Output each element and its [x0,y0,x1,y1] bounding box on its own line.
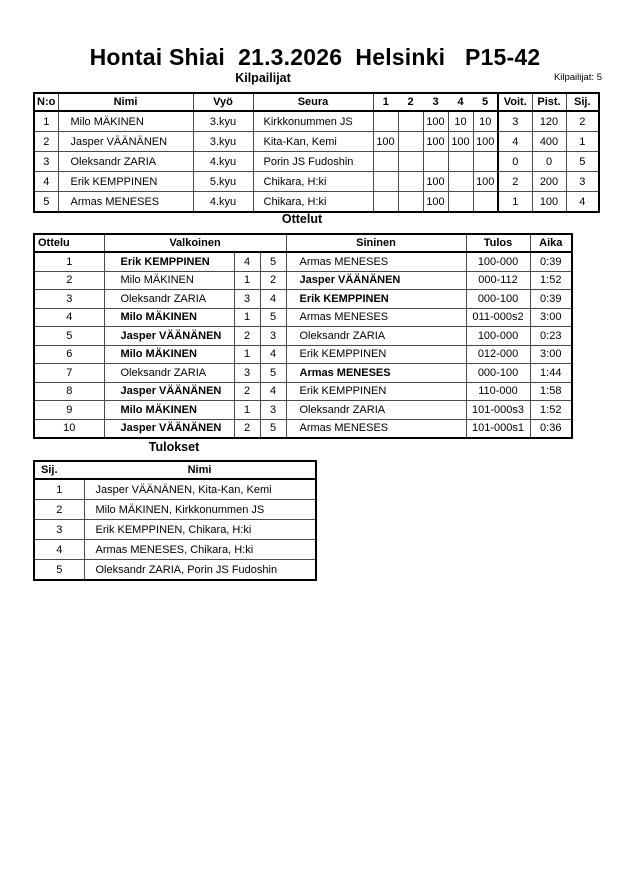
cell-white-name: Jasper VÄÄNÄNEN [104,327,234,346]
cell-blue-number: 3 [260,327,286,346]
col-header-2: 2 [398,93,423,111]
cell-blue-number: 5 [260,419,286,438]
cell-blue-name: Erik KEMPPINEN [286,290,466,309]
section-title-kilpailijat: Kilpailijat [235,71,291,85]
cell-white-number: 1 [234,401,260,420]
cell-seura: Chikara, H:ki [253,192,373,213]
cell-result-nimi: Armas MENESES, Chikara, H:ki [84,540,316,560]
cell-voit: 0 [498,152,532,172]
cell-blue-number: 4 [260,382,286,401]
cell-score-1 [373,172,398,192]
col-header-aika: Aika [530,234,572,252]
cell-nimi: Oleksandr ZARIA [58,152,193,172]
cell-score-1: 100 [373,132,398,152]
cell-blue-name: Oleksandr ZARIA [286,401,466,420]
cell-aika: 0:39 [530,252,572,271]
match-row [34,401,572,420]
cell-pist: 200 [532,172,566,192]
cell-score-4 [448,152,473,172]
col-header-5: 5 [473,93,498,111]
cell-blue-name: Erik KEMPPINEN [286,345,466,364]
cell-nimi: Erik KEMPPINEN [58,172,193,192]
cell-blue-name: Armas MENESES [286,308,466,327]
match-row [34,419,572,438]
cell-sij: 4 [566,192,599,213]
col-header-voit: Voit. [498,93,532,111]
cell-tulos: 100-000 [466,327,530,346]
cell-blue-number: 4 [260,345,286,364]
cell-sij: 2 [566,111,599,132]
cell-no: 5 [34,192,58,213]
cell-pist: 400 [532,132,566,152]
col-header-seura: Seura [253,93,373,111]
cell-result-nimi: Milo MÄKINEN, Kirkkonummen JS [84,500,316,520]
cell-vyo: 4.kyu [193,152,253,172]
cell-score-3: 100 [423,172,448,192]
cell-white-name: Jasper VÄÄNÄNEN [104,382,234,401]
cell-score-2 [398,172,423,192]
result-row [34,520,316,540]
cell-aika: 1:44 [530,364,572,383]
cell-blue-name: Oleksandr ZARIA [286,327,466,346]
cell-score-2 [398,111,423,132]
cell-sij: 5 [566,152,599,172]
cell-result-sij: 1 [34,479,84,500]
cell-tulos: 101-000s3 [466,401,530,420]
cell-seura: Porin JS Fudoshin [253,152,373,172]
cell-score-5: 100 [473,172,498,192]
cell-white-number: 1 [234,271,260,290]
cell-nimi: Jasper VÄÄNÄNEN [58,132,193,152]
cell-score-4: 100 [448,132,473,152]
cell-score-1 [373,111,398,132]
cell-blue-name: Erik KEMPPINEN [286,382,466,401]
cell-seura: Kita-Kan, Kemi [253,132,373,152]
cell-white-name: Milo MÄKINEN [104,345,234,364]
competitor-row [34,132,599,152]
cell-score-2 [398,152,423,172]
match-row [34,271,572,290]
col-header-ottelu: Ottelu [34,234,104,252]
cell-white-name: Milo MÄKINEN [104,308,234,327]
cell-tulos: 000-112 [466,271,530,290]
cell-aika: 3:00 [530,308,572,327]
cell-score-5: 100 [473,132,498,152]
cell-score-2 [398,192,423,213]
cell-aika: 0:39 [530,290,572,309]
cell-pist: 100 [532,192,566,213]
cell-aika: 1:58 [530,382,572,401]
cell-white-number: 1 [234,308,260,327]
col-header-1: 1 [373,93,398,111]
section-title-ottelut: Ottelut [281,212,323,226]
cell-match-no: 5 [34,327,104,346]
cell-score-2 [398,132,423,152]
cell-white-name: Oleksandr ZARIA [104,290,234,309]
cell-white-number: 2 [234,382,260,401]
cell-score-1 [373,192,398,213]
cell-sij: 3 [566,172,599,192]
cell-voit: 4 [498,132,532,152]
cell-blue-name: Armas MENESES [286,364,466,383]
competitor-row [34,192,599,213]
cell-aika: 0:36 [530,419,572,438]
cell-vyo: 3.kyu [193,132,253,152]
competitor-row [34,152,599,172]
cell-result-sij: 2 [34,500,84,520]
cell-aika: 1:52 [530,271,572,290]
cell-vyo: 5.kyu [193,172,253,192]
cell-result-sij: 3 [34,520,84,540]
competitor-row [34,111,599,132]
cell-blue-name: Armas MENESES [286,252,466,271]
cell-score-3: 100 [423,111,448,132]
cell-match-no: 10 [34,419,104,438]
col-header-4: 4 [448,93,473,111]
cell-white-number: 2 [234,327,260,346]
matches-table [33,233,573,439]
cell-aika: 1:52 [530,401,572,420]
cell-score-4: 10 [448,111,473,132]
cell-white-number: 2 [234,419,260,438]
cell-blue-name: Armas MENESES [286,419,466,438]
cell-blue-number: 5 [260,252,286,271]
cell-blue-number: 3 [260,401,286,420]
cell-score-5 [473,192,498,213]
competitors-count: Kilpailijat: 5 [553,72,602,83]
cell-score-4 [448,192,473,213]
cell-no: 4 [34,172,58,192]
cell-score-4 [448,172,473,192]
cell-match-no: 4 [34,308,104,327]
cell-voit: 2 [498,172,532,192]
col-header-3: 3 [423,93,448,111]
cell-tulos: 000-100 [466,290,530,309]
cell-match-no: 6 [34,345,104,364]
cell-voit: 3 [498,111,532,132]
cell-tulos: 110-000 [466,382,530,401]
cell-white-name: Milo MÄKINEN [104,271,234,290]
result-row [34,560,316,581]
competitors-header-row [34,93,599,111]
cell-white-number: 3 [234,290,260,309]
match-row [34,327,572,346]
cell-no: 3 [34,152,58,172]
match-row [34,252,572,271]
competitors-table [33,92,600,213]
cell-result-sij: 4 [34,540,84,560]
match-row [34,308,572,327]
cell-pist: 0 [532,152,566,172]
cell-tulos: 011-000s2 [466,308,530,327]
cell-white-name: Erik KEMPPINEN [104,252,234,271]
result-row [34,540,316,560]
cell-pist: 120 [532,111,566,132]
cell-white-number: 3 [234,364,260,383]
col-header-tulos: Tulos [466,234,530,252]
col-header-sininen: Sininen [286,234,466,252]
results-table [33,460,317,581]
cell-match-no: 1 [34,252,104,271]
cell-tulos: 100-000 [466,252,530,271]
match-row [34,382,572,401]
cell-score-1 [373,152,398,172]
cell-blue-number: 5 [260,308,286,327]
col-header-result-sij: Sij. [34,461,84,479]
cell-score-3: 100 [423,192,448,213]
col-header-vyo: Vyö [193,93,253,111]
cell-match-no: 9 [34,401,104,420]
cell-sij: 1 [566,132,599,152]
cell-aika: 0:23 [530,327,572,346]
cell-seura: Chikara, H:ki [253,172,373,192]
cell-score-5 [473,152,498,172]
match-row [34,364,572,383]
cell-score-5: 10 [473,111,498,132]
page-title: Hontai Shiai 21.3.2026 Helsinki P15-42 [89,44,541,70]
col-header-sij: Sij. [566,93,599,111]
cell-white-name: Jasper VÄÄNÄNEN [104,419,234,438]
col-header-no: N:o [34,93,58,111]
cell-no: 1 [34,111,58,132]
cell-score-3: 100 [423,132,448,152]
cell-white-number: 1 [234,345,260,364]
cell-score-3 [423,152,448,172]
results-header-row [34,461,316,479]
cell-blue-number: 2 [260,271,286,290]
competitor-row [34,172,599,192]
cell-nimi: Milo MÄKINEN [58,111,193,132]
matches-header-row [34,234,572,252]
cell-voit: 1 [498,192,532,213]
cell-white-number: 4 [234,252,260,271]
cell-match-no: 3 [34,290,104,309]
cell-blue-number: 4 [260,290,286,309]
cell-white-name: Oleksandr ZARIA [104,364,234,383]
section-title-tulokset: Tulokset [148,440,200,454]
col-header-valkoinen: Valkoinen [104,234,286,252]
cell-vyo: 4.kyu [193,192,253,213]
cell-result-nimi: Erik KEMPPINEN, Chikara, H:ki [84,520,316,540]
cell-result-sij: 5 [34,560,84,581]
cell-nimi: Armas MENESES [58,192,193,213]
col-header-pist: Pist. [532,93,566,111]
col-header-nimi: Nimi [58,93,193,111]
cell-tulos: 000-100 [466,364,530,383]
cell-white-name: Milo MÄKINEN [104,401,234,420]
cell-vyo: 3.kyu [193,111,253,132]
cell-blue-number: 5 [260,364,286,383]
result-row [34,500,316,520]
match-row [34,290,572,309]
cell-seura: Kirkkonummen JS [253,111,373,132]
result-row [34,479,316,500]
cell-match-no: 7 [34,364,104,383]
cell-result-nimi: Jasper VÄÄNÄNEN, Kita-Kan, Kemi [84,479,316,500]
cell-result-nimi: Oleksandr ZARIA, Porin JS Fudoshin [84,560,316,581]
col-header-result-nimi: Nimi [84,461,316,479]
cell-blue-name: Jasper VÄÄNÄNEN [286,271,466,290]
cell-tulos: 101-000s1 [466,419,530,438]
match-row [34,345,572,364]
cell-tulos: 012-000 [466,345,530,364]
cell-match-no: 2 [34,271,104,290]
cell-aika: 3:00 [530,345,572,364]
cell-no: 2 [34,132,58,152]
cell-match-no: 8 [34,382,104,401]
